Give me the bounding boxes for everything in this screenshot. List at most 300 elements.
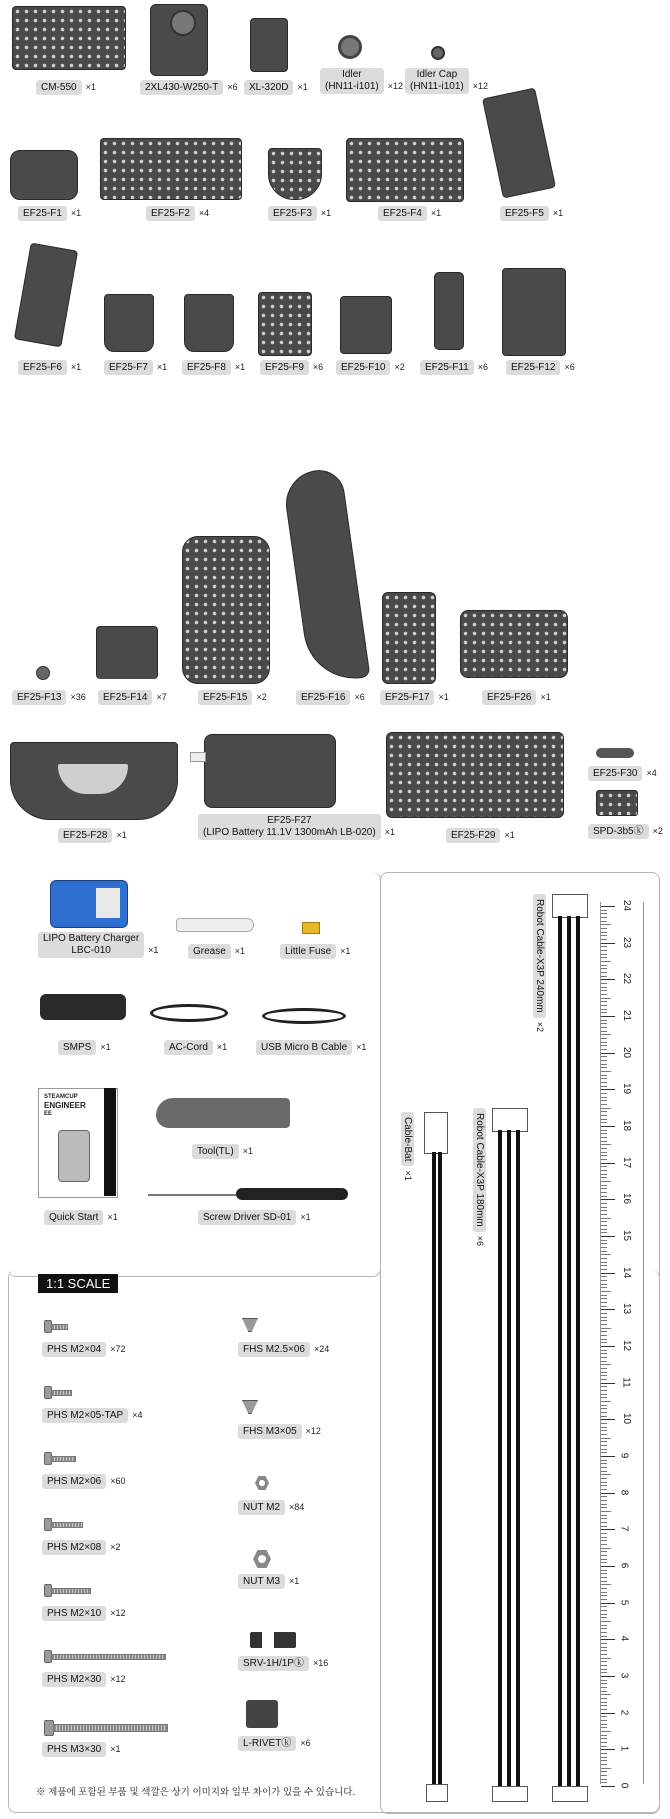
screw-name: NUT M2: [238, 1500, 285, 1515]
part-qty: ×12: [472, 81, 489, 91]
ruler-minor-tick: [601, 957, 607, 958]
ruler-minor-tick: [601, 1397, 607, 1398]
cable-name: Robot Cable-X3P 180mm: [473, 1108, 486, 1232]
screw-qty: ×12: [110, 1608, 126, 1618]
l-rivet-icon: [246, 1700, 278, 1728]
part-label: [244, 80, 308, 95]
ruler-minor-tick: [601, 1196, 607, 1197]
screw-qty: ×16: [312, 1658, 329, 1668]
part-qty: ×1: [234, 362, 246, 372]
ruler-minor-tick: [601, 998, 611, 999]
ruler-minor-tick: [601, 1280, 607, 1281]
ef25-f27-battery-image: [204, 734, 336, 808]
ruler-minor-tick: [601, 1570, 607, 1571]
ef25-f7-image: [104, 294, 154, 352]
ruler-minor-tick: [601, 1067, 607, 1068]
screw-qty: ×60: [110, 1476, 126, 1486]
part-qty: ×1: [70, 362, 82, 372]
ruler-minor-tick: [601, 1709, 607, 1710]
ruler-minor-tick: [601, 972, 607, 973]
ruler-minor-tick: [601, 1779, 607, 1780]
ruler-minor-tick: [601, 1753, 607, 1754]
ruler-minor-tick: [601, 1221, 607, 1222]
ruler-minor-tick: [601, 1012, 607, 1013]
ruler-minor-tick: [601, 1243, 607, 1244]
idler-image: [338, 35, 362, 59]
ruler-tick: [601, 1676, 615, 1677]
part-qty: ×1: [438, 692, 449, 702]
ruler-minor-tick: [601, 1141, 607, 1142]
cable-qty: ×2: [535, 1021, 545, 1033]
screwdriver-shaft: [148, 1194, 238, 1196]
ruler-minor-tick: [601, 1650, 607, 1651]
ruler-minor-tick: [601, 968, 607, 969]
ruler-minor-tick: [601, 1133, 607, 1134]
screw-label: [238, 1574, 299, 1589]
screw-name: FHS M2.5×06: [238, 1342, 310, 1357]
ruler-tick-label: 6: [618, 1562, 630, 1569]
part-qty: ×4: [646, 768, 657, 778]
ef25-f16-image: [282, 467, 371, 685]
screw-name: PHS M2×08: [42, 1540, 106, 1555]
ruler-minor-tick: [601, 1628, 607, 1629]
ruler-tick-label: 11: [620, 1377, 632, 1388]
part-qty: ×1: [320, 208, 332, 218]
screw-name: NUT M3: [238, 1574, 285, 1589]
part-name: EF25-F3: [268, 206, 317, 221]
screw-qty: ×12: [110, 1674, 126, 1684]
ruler-minor-tick: [601, 1551, 607, 1552]
part-name: 2XL430-W250-T: [140, 80, 223, 95]
part-name: EF25-F26: [482, 690, 536, 705]
ruler-minor-tick: [601, 1467, 607, 1468]
ruler-minor-tick: [601, 1122, 607, 1123]
ruler-tick-label: 21: [621, 1009, 633, 1022]
ruler-minor-tick: [601, 1086, 607, 1087]
part-name: EF25-F8: [182, 360, 231, 375]
part-label: [260, 360, 323, 375]
part-label: [500, 206, 563, 221]
ruler-minor-tick: [601, 1573, 607, 1574]
cable-bat-wire: [432, 1152, 436, 1788]
ruler-minor-tick: [601, 1665, 607, 1666]
screw-shaft: [51, 1390, 72, 1396]
ruler-minor-tick: [601, 1768, 611, 1769]
ruler-minor-tick: [601, 1577, 607, 1578]
ruler-minor-tick: [601, 1705, 607, 1706]
part-label: [380, 690, 449, 705]
part-name: EF25-F2: [146, 206, 195, 221]
part-name: EF25-F12: [506, 360, 560, 375]
ruler-minor-tick: [601, 1408, 607, 1409]
ruler-minor-tick: [601, 1485, 607, 1486]
cable-180-wire: [498, 1130, 502, 1786]
screw-name: PHS M2×06: [42, 1474, 106, 1489]
ruler-minor-tick: [601, 1452, 607, 1453]
ruler-tick: [601, 1016, 615, 1017]
tool-tl-image: [156, 1098, 290, 1128]
battery-connector-icon: [190, 752, 206, 762]
part-qty: ×1: [300, 1212, 311, 1222]
ruler-tick-label: 0: [618, 1782, 630, 1789]
part-label: [58, 828, 127, 843]
ruler-minor-tick: [601, 917, 607, 918]
ruler-minor-tick: [601, 1302, 607, 1303]
ruler-tick: [601, 1713, 615, 1714]
ruler-tick-label: 20: [621, 1046, 633, 1058]
part-label: [36, 80, 96, 95]
ruler-tick-label: 14: [621, 1266, 633, 1278]
ruler-tick-label: 22: [621, 973, 633, 985]
cable-qty: ×1: [403, 1170, 413, 1181]
part-name: XL-320D: [244, 80, 293, 95]
ruler-minor-tick: [601, 1632, 607, 1633]
ruler-tick: [601, 1163, 615, 1164]
ruler-minor-tick: [601, 1430, 607, 1431]
ruler-tick: [601, 1749, 615, 1750]
screw-name: PHS M2×05-TAP: [42, 1408, 128, 1423]
cable-180-connector: [492, 1108, 528, 1132]
screw-label: [42, 1474, 125, 1489]
ruler-minor-tick: [601, 1427, 607, 1428]
part-label: [446, 828, 515, 843]
ruler-minor-tick: [601, 1130, 607, 1131]
ruler-minor-tick: [601, 1522, 607, 1523]
part-name: Quick Start: [44, 1210, 103, 1225]
ruler-minor-tick: [601, 1599, 607, 1600]
ruler-minor-tick: [601, 1581, 607, 1582]
ruler-minor-tick: [601, 1526, 607, 1527]
idler-cap-image: [431, 46, 445, 60]
part-name: EF25-F6: [18, 360, 67, 375]
ef25-f29-image: [386, 732, 564, 818]
ruler-minor-tick: [601, 1775, 607, 1776]
part-label: [18, 206, 81, 221]
ruler-minor-tick: [601, 1471, 607, 1472]
grease-image: [176, 918, 254, 932]
ef25-f9-image: [258, 292, 312, 356]
screw-name: PHS M3×30: [42, 1742, 106, 1757]
ruler-minor-tick: [601, 1595, 607, 1596]
part-qty: ×36: [70, 692, 86, 702]
screw-label: [42, 1342, 125, 1357]
part-qty: ×1: [356, 1042, 367, 1052]
ruler-minor-tick: [601, 1416, 607, 1417]
ruler-minor-tick: [601, 1071, 611, 1072]
ruler-tick-label: 17: [621, 1156, 633, 1168]
ruler-minor-tick: [601, 1533, 607, 1534]
part-qty: ×6: [477, 362, 488, 372]
part-label: [38, 932, 158, 958]
part-label: [140, 80, 238, 95]
ruler-minor-tick: [601, 1001, 607, 1002]
ruler-minor-tick: [601, 939, 607, 940]
ruler-minor-tick: [601, 1203, 607, 1204]
part-name: EF25-F4: [378, 206, 427, 221]
ruler-minor-tick: [601, 1478, 607, 1479]
ruler-tick-label: 16: [621, 1193, 633, 1205]
part-label: [482, 690, 551, 705]
ruler-minor-tick: [601, 994, 607, 995]
part-qty: ×2: [256, 692, 267, 702]
ruler-minor-tick: [601, 1625, 607, 1626]
ruler-tick-label: 23: [621, 936, 633, 948]
ruler-minor-tick: [601, 1489, 607, 1490]
ruler-minor-tick: [601, 1562, 607, 1563]
ef25-f1-image: [10, 150, 78, 200]
part-label: [58, 1040, 111, 1055]
cable-240-wire: [558, 916, 562, 1786]
ruler-minor-tick: [601, 1023, 607, 1024]
cable-label: [473, 1108, 486, 1246]
ruler-minor-tick: [601, 1265, 607, 1266]
part-name: EF25-F15: [198, 690, 252, 705]
ruler-minor-tick: [601, 1207, 607, 1208]
ruler-tick: [601, 1383, 615, 1384]
ruler-minor-tick: [601, 1115, 607, 1116]
part-label: [188, 944, 245, 959]
ruler-minor-tick: [601, 1544, 607, 1545]
ruler-minor-tick: [601, 1412, 607, 1413]
ruler-tick-label: 10: [621, 1413, 633, 1425]
ruler-tick: [601, 1493, 615, 1494]
ruler-minor-tick: [601, 932, 607, 933]
ruler-minor-tick: [601, 1716, 607, 1717]
part-qty: ×1: [216, 1042, 228, 1052]
ruler-minor-tick: [601, 983, 607, 984]
part-qty: ×2: [394, 362, 405, 372]
ruler-minor-tick: [601, 1687, 607, 1688]
ruler-minor-tick: [601, 1005, 607, 1006]
charger-screen: [96, 888, 120, 918]
part-label: [198, 1210, 311, 1225]
screw-label: [238, 1424, 321, 1439]
ruler-minor-tick: [601, 1262, 607, 1263]
part-qty: ×6: [564, 362, 575, 372]
cable-240-connector: [552, 894, 588, 918]
ruler-minor-tick: [601, 1683, 607, 1684]
part-name: EF25-F11: [420, 360, 474, 375]
ruler-minor-tick: [601, 1111, 607, 1112]
ef25-f26-image: [460, 610, 568, 678]
ruler-minor-tick: [601, 1654, 607, 1655]
part-label: [256, 1040, 366, 1055]
cable-240-end-connector: [552, 1786, 588, 1802]
part-qty: ×7: [156, 692, 167, 702]
ruler-minor-tick: [601, 1434, 607, 1435]
ruler-minor-tick: [601, 1368, 607, 1369]
ruler-minor-tick: [601, 1636, 607, 1637]
ef25-f8-image: [184, 294, 234, 352]
part-name: SMPS: [58, 1040, 96, 1055]
ruler-minor-tick: [601, 1155, 607, 1156]
ruler-tick: [601, 1126, 615, 1127]
ruler-minor-tick: [601, 1177, 607, 1178]
cm-550-image: [12, 6, 126, 70]
cable-240-wire: [567, 916, 571, 1786]
ruler-minor-tick: [601, 1324, 607, 1325]
screw-name: FHS M3×05: [238, 1424, 302, 1439]
ruler-minor-tick: [601, 1060, 607, 1061]
ruler-minor-tick: [601, 1724, 607, 1725]
ruler-minor-tick: [601, 935, 607, 936]
ruler-minor-tick: [601, 1038, 607, 1039]
screwdriver-handle: [236, 1188, 348, 1200]
ruler-minor-tick: [601, 1100, 607, 1101]
part-label: [104, 360, 167, 375]
ruler-minor-tick: [601, 1331, 607, 1332]
ef25-f30-image: [596, 748, 634, 758]
screw-qty: ×4: [132, 1410, 143, 1420]
ruler-minor-tick: [601, 1210, 607, 1211]
ruler-tick-label: 18: [621, 1119, 633, 1132]
ruler-minor-tick: [601, 1698, 607, 1699]
ruler-minor-tick: [601, 1042, 607, 1043]
ruler-minor-tick: [601, 1661, 607, 1662]
ruler-minor-tick: [601, 1474, 611, 1475]
part-qty: ×12: [387, 81, 404, 91]
ruler-minor-tick: [601, 1643, 607, 1644]
part-qty: ×1: [552, 208, 564, 218]
ruler-minor-tick: [601, 1232, 607, 1233]
ruler-minor-tick: [601, 1449, 607, 1450]
ef25-f6-image: [14, 243, 78, 348]
screw-shaft: [51, 1654, 166, 1660]
ruler-minor-tick: [601, 1027, 607, 1028]
part-name: AC-Cord: [164, 1040, 213, 1055]
ruler-minor-tick: [601, 990, 607, 991]
ruler-minor-tick: [601, 1137, 607, 1138]
ruler-minor-tick: [601, 1254, 611, 1255]
part-name: Tool(TL): [192, 1144, 239, 1159]
part-name: CM-550: [36, 80, 82, 95]
ruler-minor-tick: [601, 1284, 607, 1285]
screw-shaft: [53, 1724, 168, 1732]
part-name: EF25-F7: [104, 360, 153, 375]
part-label: [336, 360, 405, 375]
screw-qty: ×72: [110, 1344, 126, 1354]
ruler-minor-tick: [601, 1540, 607, 1541]
part-qty: ×4: [198, 208, 210, 218]
part-name: EF25-F30: [588, 766, 642, 781]
servo-horn-icon: [170, 10, 196, 36]
ruler-tick-label: 4: [618, 1636, 630, 1642]
screw-name: PHS M2×10: [42, 1606, 106, 1621]
part-name: EF25-F16: [296, 690, 350, 705]
ruler-tick: [601, 1566, 615, 1567]
cable-240-wire: [576, 916, 580, 1786]
ruler-minor-tick: [601, 1672, 607, 1673]
ruler-tick: [601, 1273, 615, 1274]
ruler-minor-tick: [601, 1357, 607, 1358]
ruler-minor-tick: [601, 1460, 607, 1461]
part-name: EF25-F14: [98, 690, 152, 705]
ruler-tick: [601, 943, 615, 944]
ruler-minor-tick: [601, 1394, 607, 1395]
ruler-tick-label: 9: [618, 1452, 630, 1459]
ruler-minor-tick: [601, 1119, 607, 1120]
ruler-minor-tick: [601, 924, 611, 925]
usb-cable-image: [262, 1008, 346, 1024]
ruler-minor-tick: [601, 1328, 611, 1329]
ruler-tick: [601, 1346, 615, 1347]
ruler-minor-tick: [601, 1034, 611, 1035]
ruler-minor-tick: [601, 1463, 607, 1464]
part-name: EF25-F29: [446, 828, 500, 843]
part-qty: ×1: [148, 945, 159, 955]
ruler-minor-tick: [601, 1075, 607, 1076]
ruler-minor-tick: [601, 1386, 607, 1387]
part-label: [506, 360, 575, 375]
ruler-tick-label: 8: [618, 1489, 630, 1496]
ruler-minor-tick: [601, 1240, 607, 1241]
xl-320d-image: [250, 18, 288, 72]
screw-label: [238, 1500, 304, 1515]
screw-qty: ×24: [313, 1344, 330, 1354]
ruler-minor-tick: [601, 1584, 611, 1585]
ruler-minor-tick: [601, 1610, 607, 1611]
ruler-minor-tick: [601, 1251, 607, 1252]
ruler-minor-tick: [601, 1702, 607, 1703]
ruler-minor-tick: [601, 1621, 611, 1622]
part-name: Idler Cap (HN11-i101): [405, 68, 469, 94]
scale-title: 1:1 SCALE: [38, 1274, 118, 1293]
screw-name: L-RIVETⓚ: [238, 1736, 296, 1751]
ruler-minor-tick: [601, 1482, 607, 1483]
part-label: [588, 766, 657, 781]
ruler-minor-tick: [601, 946, 607, 947]
ruler-minor-tick: [601, 1353, 607, 1354]
part-label: [192, 1144, 253, 1159]
ruler-minor-tick: [601, 1592, 607, 1593]
ruler-minor-tick: [601, 1225, 607, 1226]
rivet-icon: [250, 1632, 296, 1648]
ruler-tick: [601, 1639, 615, 1640]
ruler-minor-tick: [601, 1771, 607, 1772]
screw-qty: ×1: [289, 1576, 300, 1586]
ruler-minor-tick: [601, 950, 607, 951]
ruler-minor-tick: [601, 1269, 607, 1270]
ruler-minor-tick: [601, 1291, 611, 1292]
part-name: LIPO Battery Charger LBC-010: [38, 932, 144, 958]
cable-label: [401, 1112, 414, 1181]
robot-illustration: [58, 1130, 90, 1182]
screw-label: [42, 1672, 125, 1687]
screw-label: [42, 1540, 120, 1555]
ruler-minor-tick: [601, 1188, 607, 1189]
ruler-minor-tick: [601, 1258, 607, 1259]
ruler-minor-tick: [601, 1287, 607, 1288]
screw-qty: ×6: [300, 1738, 311, 1748]
ef25-f17-image: [382, 592, 436, 684]
ruler-minor-tick: [601, 1504, 607, 1505]
ruler-minor-tick: [601, 1181, 611, 1182]
part-name: EF25-F10: [336, 360, 390, 375]
ruler-minor-tick: [601, 1401, 611, 1402]
part-qty: ×6: [312, 362, 324, 372]
footnote: ※ 제품에 포함된 부품 및 색깔은 상기 이미지와 일부 차이가 있을 수 있습니다.: [36, 1787, 356, 1798]
ruler-minor-tick: [601, 913, 607, 914]
ruler-minor-tick: [601, 1064, 607, 1065]
ruler-minor-tick: [601, 921, 607, 922]
ruler-minor-tick: [601, 1445, 607, 1446]
fuse-image: [302, 922, 320, 934]
ruler-minor-tick: [601, 1082, 607, 1083]
ef25-f2-image: [100, 138, 242, 200]
part-name: SPD-3b5ⓚ: [588, 824, 649, 839]
ruler-tick: [601, 1529, 615, 1530]
part-qty: ×6: [227, 82, 238, 92]
